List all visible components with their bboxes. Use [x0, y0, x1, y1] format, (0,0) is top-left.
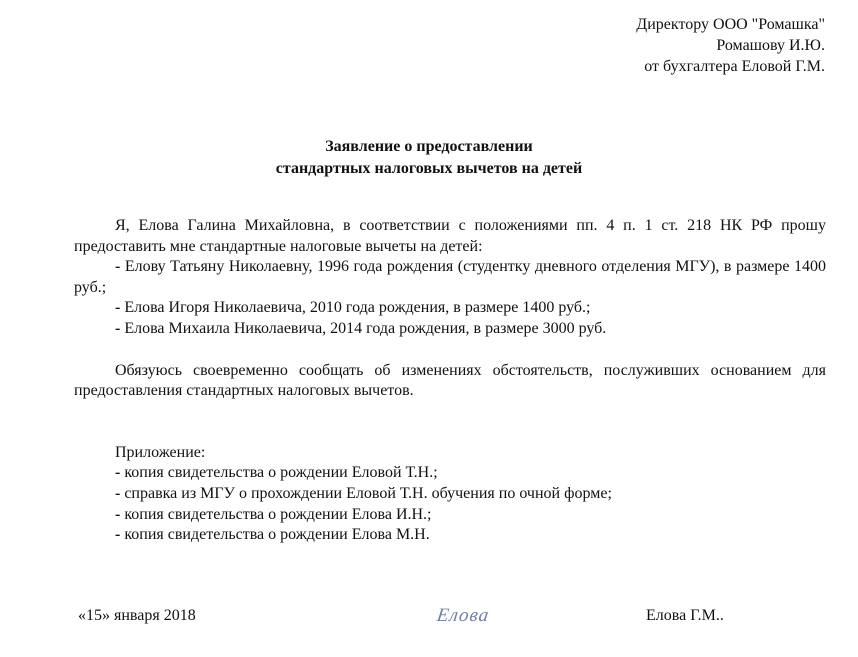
list-dash: -	[115, 258, 121, 276]
document-body	[74, 216, 826, 546]
list-dash: -	[115, 319, 121, 337]
list-dash: -	[115, 505, 121, 523]
attachment-item-text: копия свидетельства о рождении Еловой Т.Н.;	[124, 464, 438, 482]
signature-row	[0, 605, 858, 627]
child-item-text: Елову Татьяну Николаевну, 1996 года рождения (студентку дневного отделения МГУ), в размере 1400 руб.;	[74, 258, 826, 296]
title-line: стандартных налоговых вычетов на детей	[275, 160, 583, 177]
attachment-item	[74, 525, 826, 546]
attachment-item-text: копия свидетельства о рождении Елова И.Н.;	[124, 505, 432, 523]
attachment-item-text: справка из МГУ о прохождении Еловой Т.Н. обучения по очной форме;	[124, 484, 612, 502]
attachment-item	[74, 463, 826, 484]
signer-name: Елова Г.М..	[646, 607, 724, 624]
list-dash: -	[115, 299, 121, 317]
document-title	[0, 136, 858, 180]
attachment-item	[74, 484, 826, 505]
child-item	[74, 298, 826, 319]
child-item-text: Елова Игоря Николаевича, 2010 года рождения, в размере 1400 руб.;	[124, 299, 591, 317]
spacer	[74, 340, 826, 361]
obligation-paragraph: Обязуюсь своевременно сообщать об изменениях обстоятельств, послуживших основанием для предоставления стандартных налоговых вычетов.	[74, 361, 826, 400]
addressee-line: Ромашову И.Ю.	[716, 37, 825, 54]
title-line: Заявление о предоставлении	[325, 138, 533, 155]
attachments-heading: Приложение:	[115, 443, 206, 461]
child-item	[74, 319, 826, 340]
sender-line: от бухгалтера Еловой Г.М.	[644, 58, 825, 75]
addressee-line: Директору ООО "Ромашка"	[636, 16, 825, 33]
attachment-item	[74, 505, 826, 526]
attachment-item-text: копия свидетельства о рождении Елова М.Н.	[124, 526, 430, 544]
child-item-text: Елова Михаила Николаевича, 2014 года рождения, в размере 3000 руб.	[124, 319, 607, 337]
spacer	[74, 402, 826, 443]
handwritten-signature: Елова	[435, 605, 491, 626]
list-dash: -	[115, 464, 121, 482]
list-dash: -	[115, 484, 121, 502]
intro-paragraph: Я, Елова Галина Михайловна, в соответствии с положениями пп. 4 п. 1 ст. 218 НК РФ прошу предоставить мне стандартные налоговые вычеты на детей:	[74, 217, 826, 255]
child-item	[74, 257, 826, 298]
list-dash: -	[115, 526, 121, 544]
addressee-block	[636, 14, 825, 77]
document-date: «15» января 2018	[78, 607, 196, 624]
